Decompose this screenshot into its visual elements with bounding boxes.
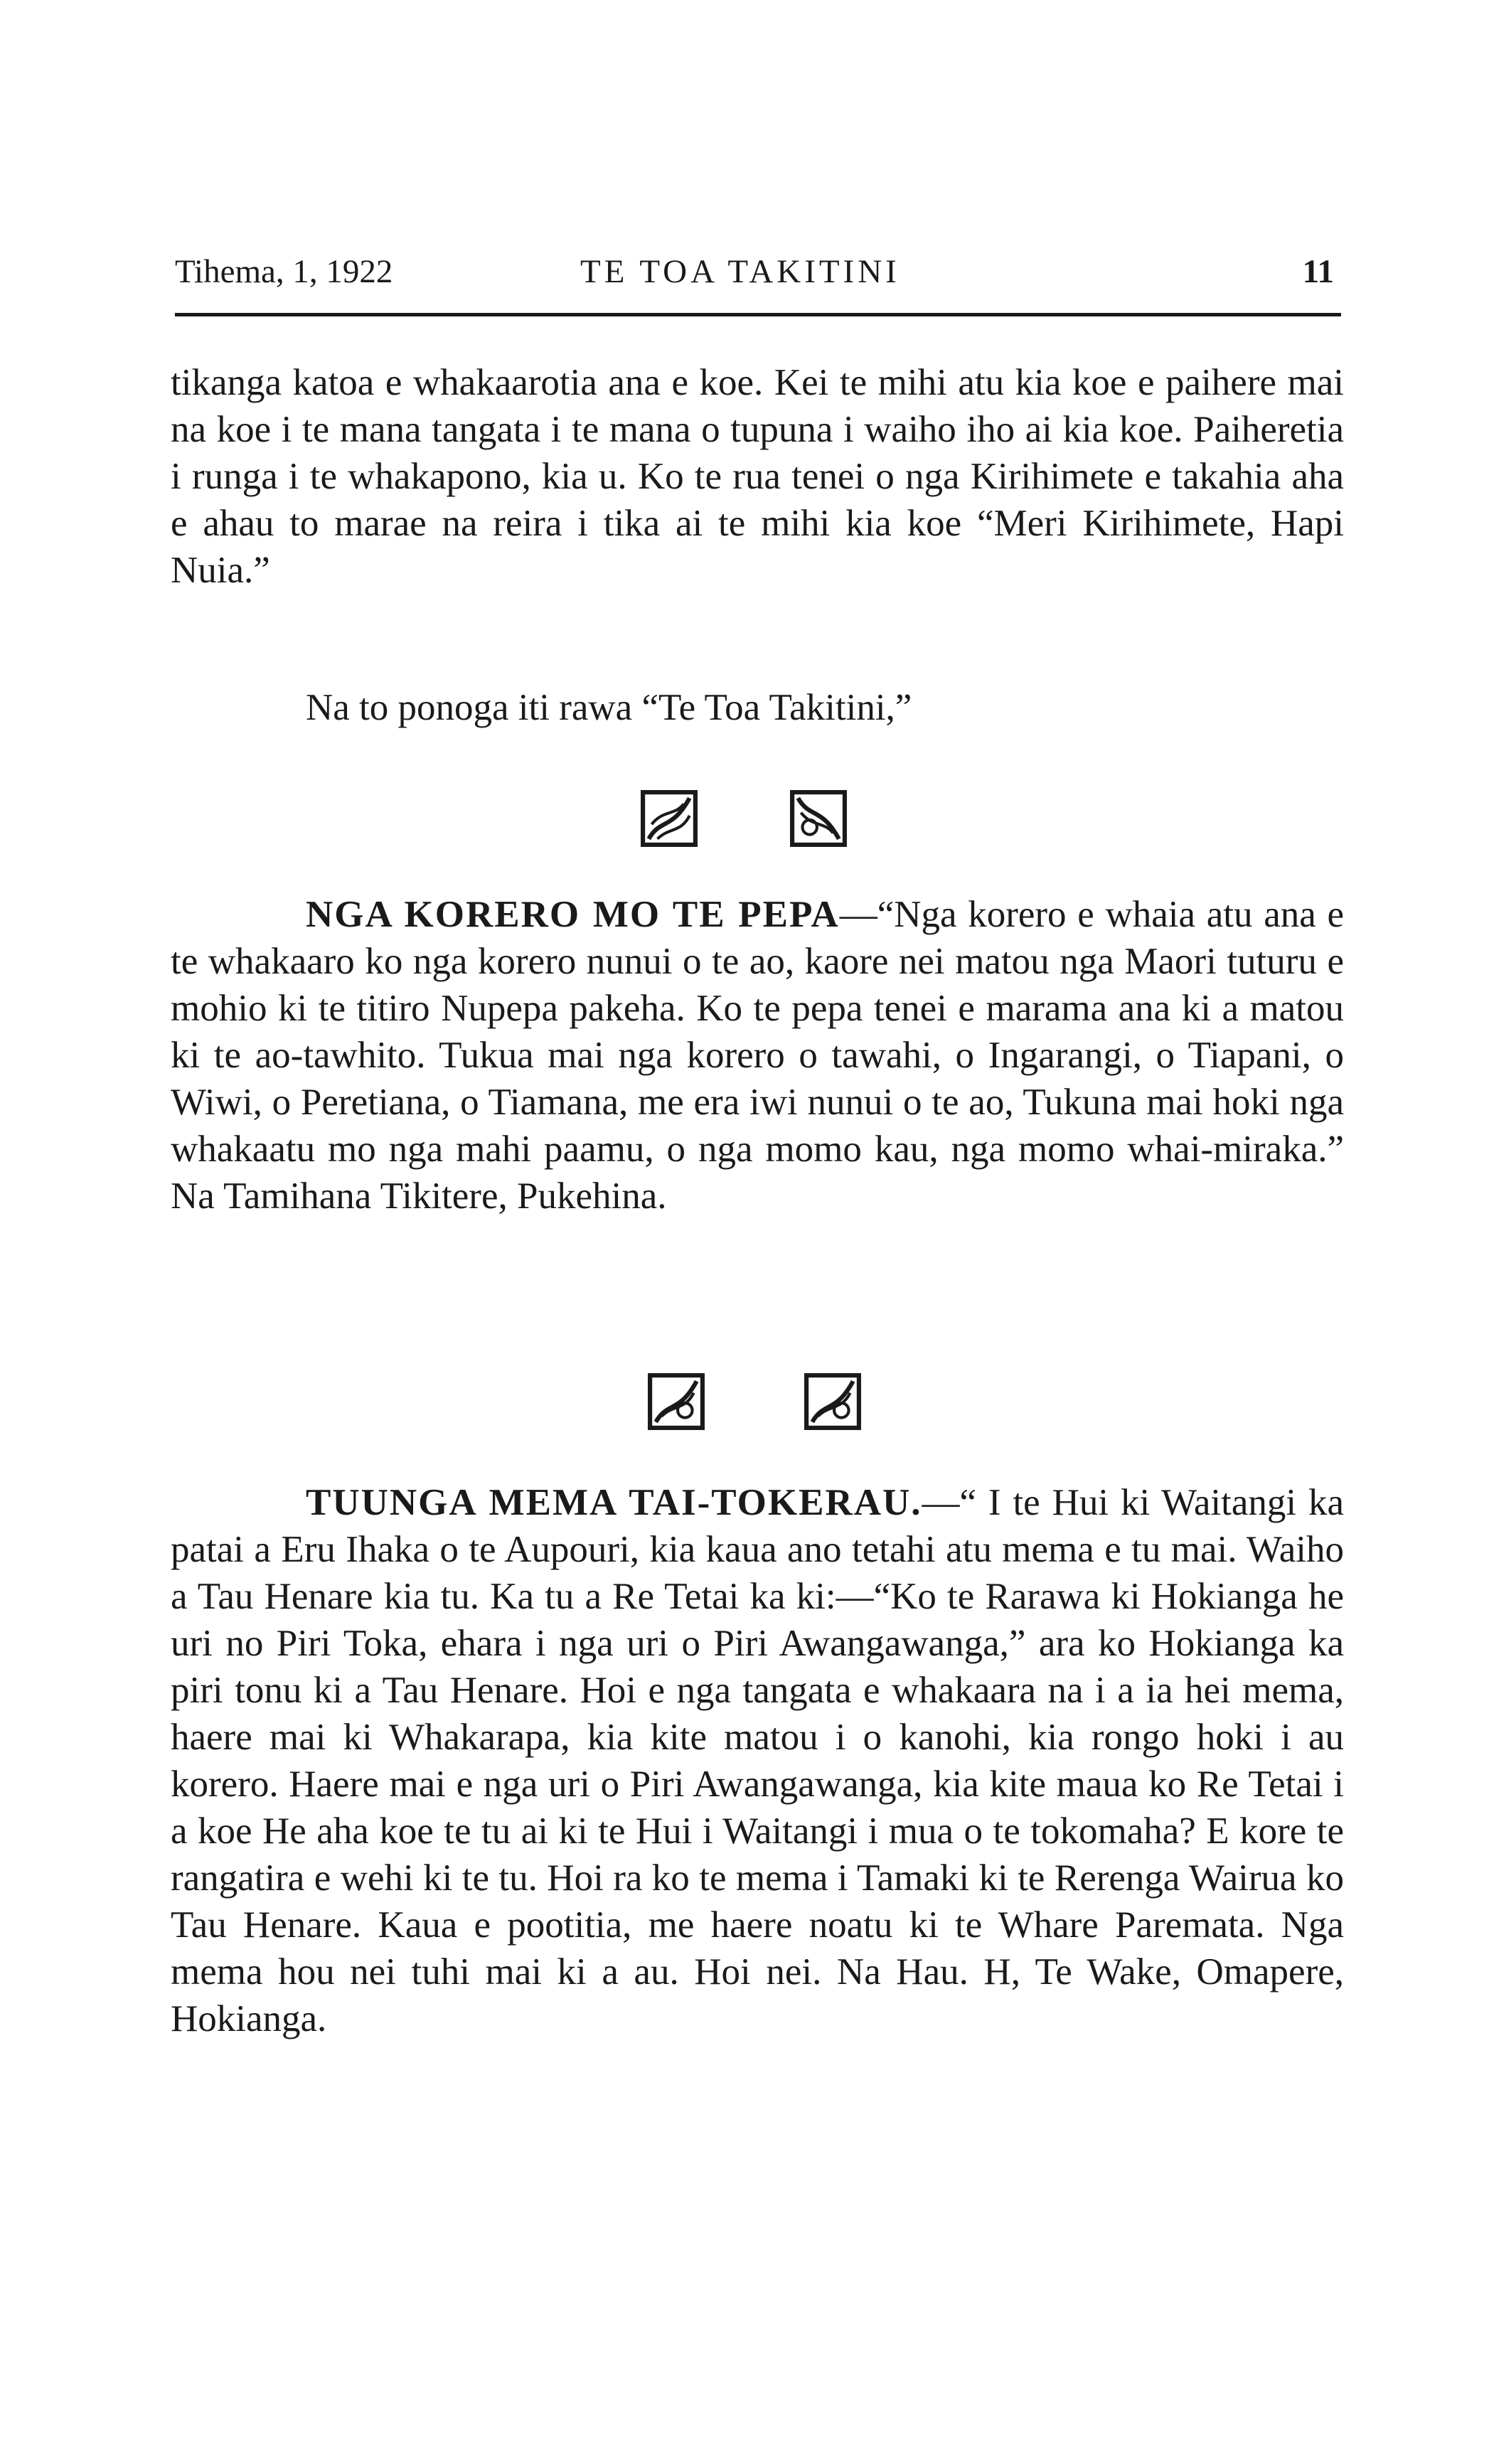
letter-signature: Na to ponoga iti rawa “Te Toa Takitini,” (306, 687, 912, 728)
section-body: —“Nga korero e whaia atu ana e te whakaaro ko nga korero nunui o te ao, kaore nei matou nga Maori tuturu e mohio ki te titiro Nupepa pakeha. Ko te pepa tenei e marama ana ki a matou ki te ao-tawhito. Tukua mai nga korero o tawahi, o Ingarangi, o Tiapani, o Wiwi, o Peretiana, o Tiamana, me era iwi nunui o te ao, Tukuna mai hoki nga whakaatu mo nga mahi paamu, o nga momo kau, nga momo whai-miraka.” Na Tamihana Tikitere, Pukehina. (171, 894, 1344, 1217)
letter-paragraph: tikanga katoa e whakaarotia ana e koe. Kei te mihi atu kia koe e paihere mai na koe i te mana tangata i te mana o tupuna i waiho iho ai kia koe. Paiheretia i runga i te whakapono, kia u. Ko te rua tenei o nga Kirihimete e takahia aha e ahau to marae na reira i tika ai te mihi kia koe “Meri Kirihimete, Hapi Nuia.” (171, 362, 1344, 591)
page-number: 11 (1302, 253, 1334, 290)
header-title: TE TOA TAKITINI (580, 253, 900, 290)
ornament-icon (640, 789, 698, 848)
ornament-row (0, 1372, 1489, 1444)
ornament-icon (804, 1372, 862, 1431)
section-paragraph (171, 1479, 1344, 2042)
section-paragraph (171, 891, 1344, 1220)
section-tuunga-mema (171, 1479, 1344, 2042)
header-date: Tihema, 1, 1922 (175, 253, 393, 290)
section-heading: TUUNGA MEMA TAI-TOKERAU. (306, 1482, 922, 1523)
ornament-icon (789, 789, 848, 848)
ornament-row (0, 789, 1489, 860)
section-body: —“ I te Hui ki Waitangi ka patai a Eru Ihaka o te Aupouri, kia kaua ano tetahi atu mema e tu mai. Waiho a Tau Henare kia tu. Ka tu a Re Tetai ka ki:—“Ko te Rarawa ki Hokianga he uri no Piri Toka, ehara i nga uri o Piri Awangawanga,” ara ko Hokianga ka piri tonu ki a Tau Henare. Hoi e nga tangata e whakaara na i a ia hei mema, haere mai ki Whakarapa, kia kite matou i o kanohi, kia rongo hoki i au korero. Haere mai e nga uri o Piri Awangawanga, kia kite maua ko Re Tetai i a koe He aha koe te tu ai ki te Hui i Waitangi i mua o te tokomaha? E kore te rangatira e wehi ki te tu. Hoi ra ko te mema i Tamaki ki te Rerenga Wairua ko Tau Henare. Kaua e pootitia, me haere noatu ki te Whare Paremata. Nga mema hou nei tuhi mai ki a au. Hoi nei. Na Hau. H, Te Wake, Omapere, Hokianga. (171, 1482, 1344, 2039)
header-rule (175, 313, 1341, 316)
section-nga-korero (171, 891, 1344, 1220)
letter-continuation (171, 359, 1344, 594)
section-heading: NGA KORERO MO TE PEPA (306, 894, 840, 935)
ornament-icon (647, 1372, 705, 1431)
page-header (175, 252, 1341, 295)
